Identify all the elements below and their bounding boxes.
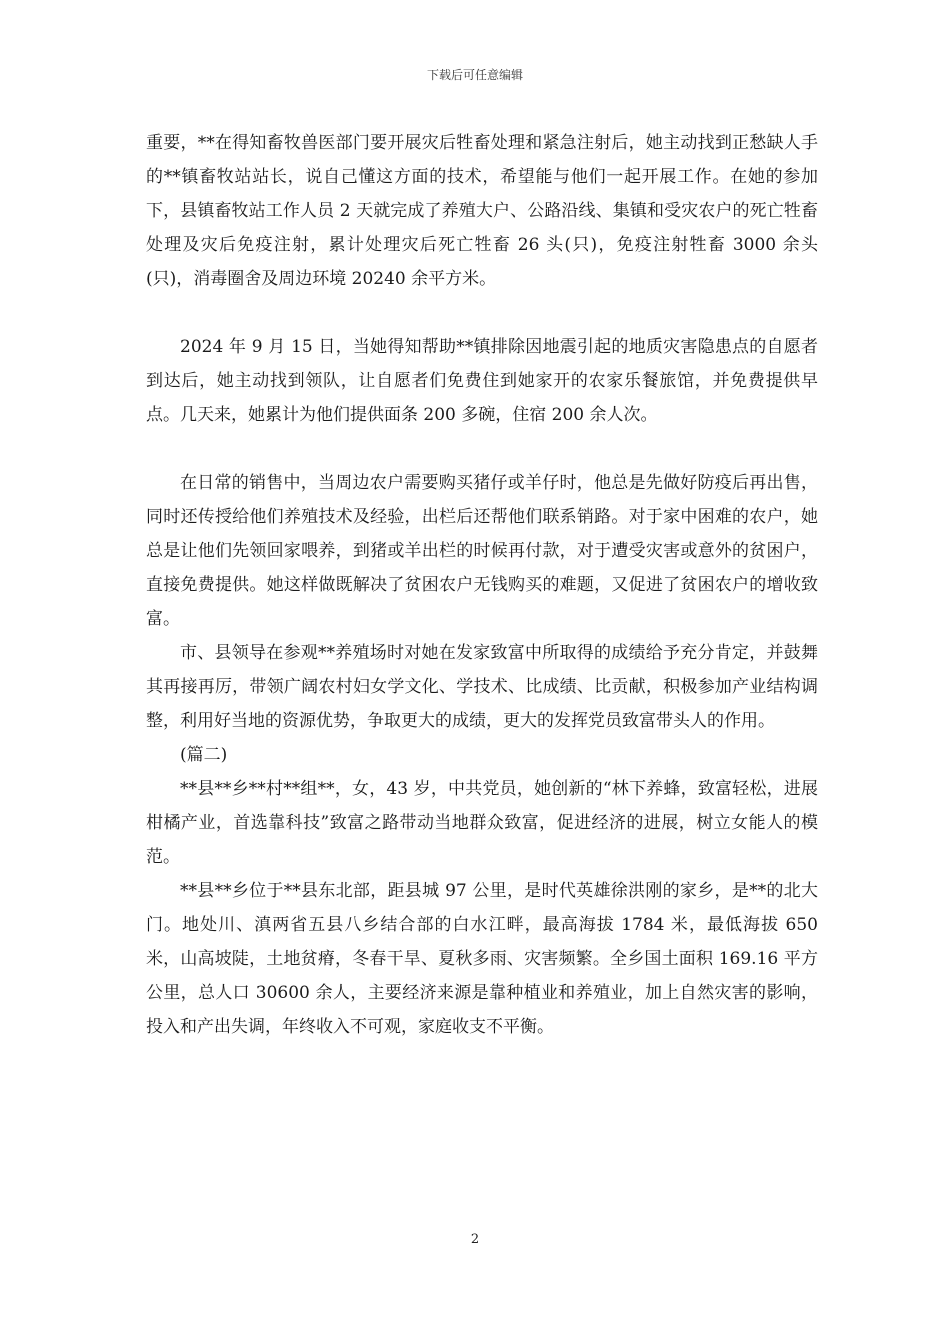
page-number: 2	[470, 1232, 480, 1247]
document-body	[146, 126, 818, 1044]
paragraph-5: **县**乡**村**组**，女，43 岁，中共党员，她创新的“林下养蜂，致富轻松，进展柑橘产业，首选靠科技”致富之路带动当地群众致富，促进经济的进展，树立女能人的模范。	[146, 779, 818, 867]
paragraph-3: 在日常的销售中，当周边农户需要购买猪仔或羊仔时，他总是先做好防疫后再出售，同时还传授给他们养殖技术及经验，出栏后还帮他们联系销路。对于家中困难的农户，她总是让他们先领回家喂养，到猪或羊出栏的时候再付款，对于遭受灾害或意外的贫困户，直接免费提供。她这样做既解决了贫困农户无钱购买的难题，又促进了贫困农户的增收致富。	[146, 473, 818, 629]
paragraph-2: 2024 年 9 月 15 日，当她得知帮助**镇排除因地震引起的地质灾害隐患点的自愿者到达后，她主动找到领队，让自愿者们免费住到她家开的农家乐餐旅馆，并免费提供早点。几天来，她累计为他们提供面条 200 多碗，住宿 200 余人次。	[146, 337, 818, 425]
paragraph-4: 市、县领导在参观**养殖场时对她在发家致富中所取得的成绩给予充分肯定，并鼓舞其再接再厉，带领广阔农村妇女学文化、学技术、比成绩、比贡献，积极参加产业结构调整，利用好当地的资源优势，争取更大的成绩，更大的发挥党员致富带头人的作用。	[146, 643, 818, 731]
paragraph-1: 重要，**在得知畜牧兽医部门要开展灾后牲畜处理和紧急注射后，她主动找到正愁缺人手的**镇畜牧站站长，说自己懂这方面的技术，希望能与他们一起开展工作。在她的参加下，县镇畜牧站工作人员 2 天就完成了养殖大户、公路沿线、集镇和受灾农户的死亡牲畜处理及灾后免疫注射，累计处理灾后死亡牲畜 26 头(只)，免疫注射牲畜 3000 余头(只)，消毒圈舍及周边环境 20240 余平方米。	[146, 133, 818, 289]
section-heading: (篇二)	[180, 745, 228, 765]
page-header: 下载后可任意编辑	[426, 68, 523, 82]
paragraph-6: **县**乡位于**县东北部，距县城 97 公里，是时代英雄徐洪刚的家乡，是**的北大门。地处川、滇两省五县八乡结合部的白水江畔，最高海拔 1784 米，最低海拔 650 米，山高坡陡，土地贫瘠，冬春干旱、夏秋多雨、灾害频繁。全乡国土面积 169.16 平方公里，总人口 30600 余人，主要经济来源是靠种植业和养殖业，加上自然灾害的影响，投入和产出失调，年终收入不可观，家庭收支不平衡。	[146, 881, 818, 1037]
